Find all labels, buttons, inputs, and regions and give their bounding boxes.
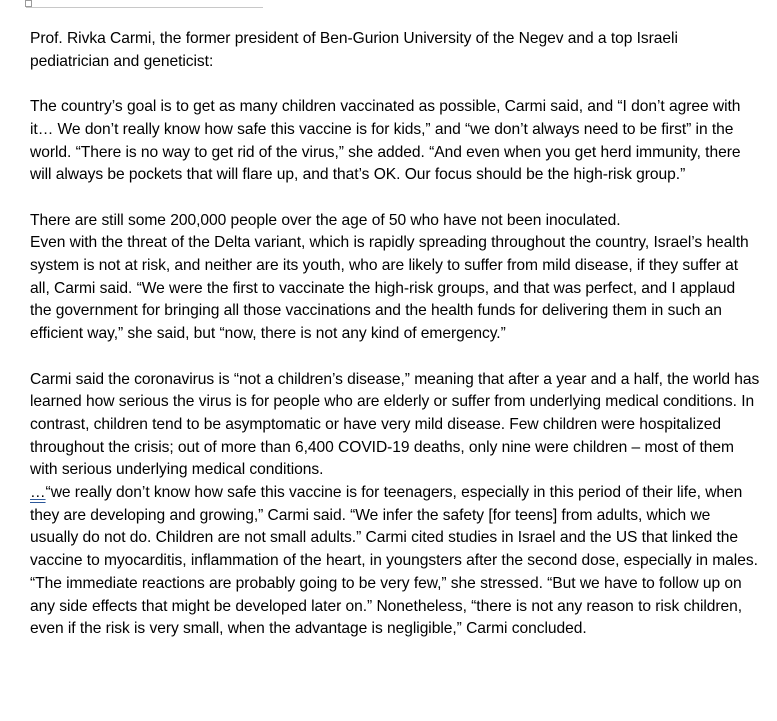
- proofing-mark[interactable]: …: [30, 484, 46, 502]
- top-border-line: [26, 7, 263, 8]
- paragraph-spacer: [30, 73, 760, 96]
- document-body[interactable]: [30, 28, 760, 641]
- paragraph-not-childrens-disease: Carmi said the coronavirus is “not a children’s disease,” meaning that after a year and a half, the world has learned how serious the virus is for people who are elderly or suffer from underlying medical conditions. In contrast, children tend to be asymptomatic or have very mild disease. Few children were hospitalized throughout the crisis; out of more than 6,400 COVID-19 deaths, only nine were children – most of them with serious underlying medical conditions.: [30, 370, 760, 479]
- selection-handle[interactable]: [25, 0, 32, 7]
- intro-paragraph: Prof. Rivka Carmi, the former president of Ben-Gurion University of the Negev and a top Israeli pediatrician and geneticist:: [30, 30, 678, 70]
- paragraph-inoculated-line: There are still some 200,000 people over the age of 50 who have not been inoculated.: [30, 211, 621, 229]
- paragraph-safety-teens: [30, 482, 760, 641]
- paragraph-delta-variant: Even with the threat of the Delta variant, which is rapidly spreading throughout the country, Israel’s health system is not at risk, and neither are its youth, who are likely to suffer from mild disease, if they suffer at all, Carmi said. “We were the first to vaccinate the high-risk groups, and that was perfect, and I applaud the government for bringing all those vaccinations and the health funds for delivering them in such an efficient way,” she said, but “now, there is not any kind of emergency.”: [30, 234, 749, 343]
- paragraph-spacer: [30, 187, 760, 210]
- paragraph-goal: The country’s goal is to get as many children vaccinated as possible, Carmi said, and “I don’t agree with it… We don’t really know how safe this vaccine is for kids,” and “we don’t always need to be first” in the world. “There is no way to get rid of the virus,” she added. “And even when you get herd immunity, there will always be pockets that will flare up, and that’s OK. Our focus should be the high-risk group.”: [30, 98, 741, 184]
- paragraph-safety-teens-text: “we really don’t know how safe this vaccine is for teenagers, especially in this period of their life, when they are developing and growing,” Carmi said. “We infer the safety [for teens] from adults, which we usually do not do. Children are not small adults.” Carmi cited studies in Israel and the US that linked the vaccine to myocarditis, inflammation of the heart, in youngsters after the second dose, especially in males. “The immediate reactions are probably going to be very few,” she stressed. “But we have to follow up on any side effects that might be developed later on.” Nonetheless, “there is not any reason to risk children, even if the risk is very small, when the advantage is negligible,” Carmi concluded.: [30, 484, 758, 638]
- paragraph-spacer: [30, 346, 760, 369]
